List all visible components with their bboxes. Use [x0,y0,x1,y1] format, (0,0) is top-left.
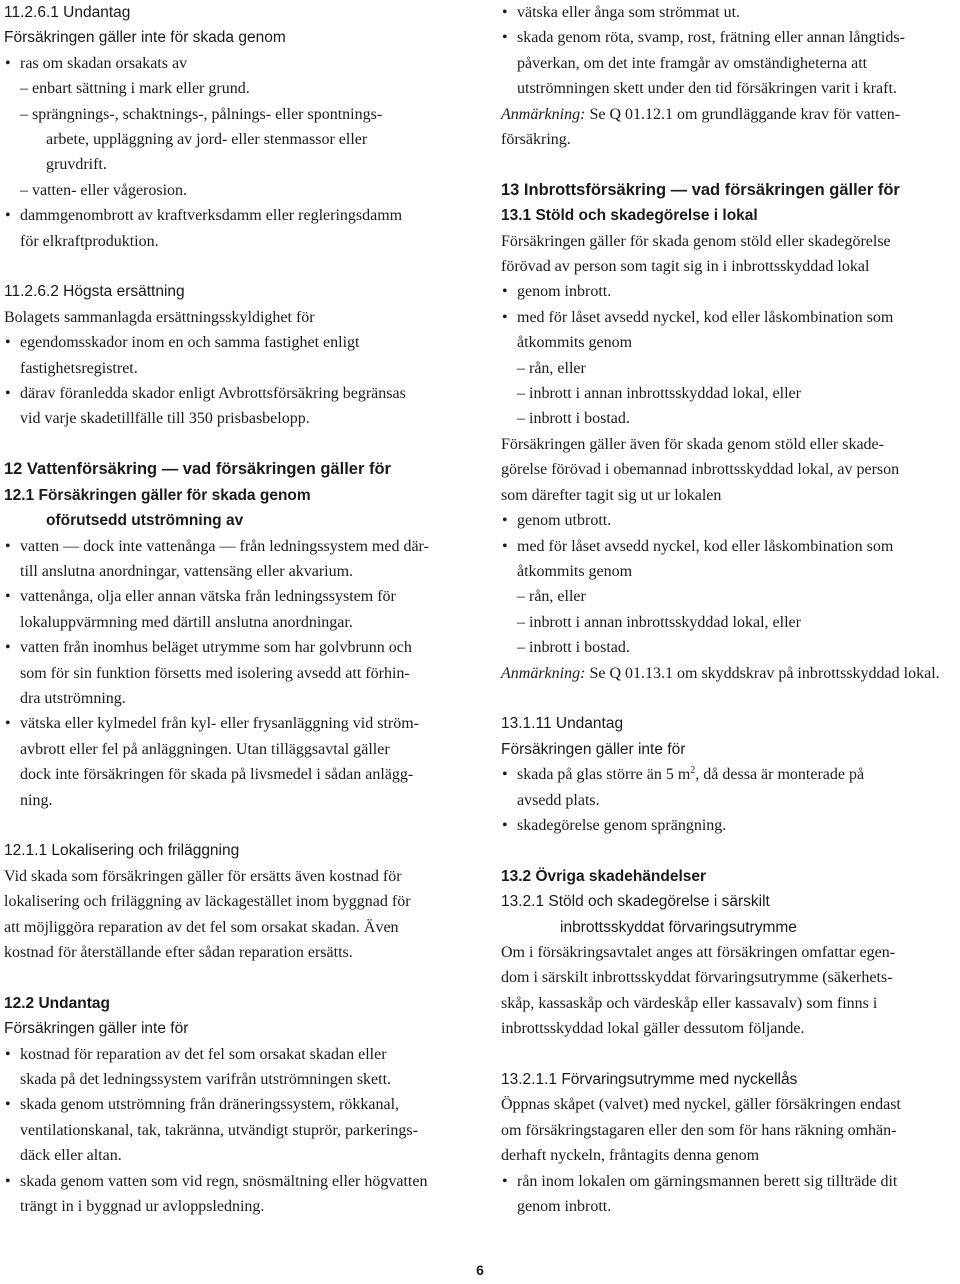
bullet-item: • genom utbrott. [501,508,960,533]
dash-item: – sprängnings-, schaktnings-, pålnings- eller spontnings- [20,105,383,123]
dash-item: – enbart sättning i mark eller grund. [20,80,250,98]
right-column [501,0,960,1219]
section-heading: 13.2.1 Stöld och skadegörelse i särskilt [501,893,770,911]
dash-item-cont: gruvdrift. [46,156,107,174]
paragraph-line: Vid skada som försäkringen gäller för ersätts även kostnad för [4,867,402,885]
bullet-item-cont: som för sin funktion försetts med isolering avsedd att förhin- [20,664,410,682]
bullet-item: • skada genom röta, svamp, rost, frätning eller annan långtids- [501,25,960,50]
subsection-heading: 12.2 Undantag [4,994,110,1012]
dash-item: – rån, eller [517,588,586,606]
bullet-item: • vatten — dock inte vattenånga — från ledningssystem med där- [4,534,460,559]
paragraph-line: Försäkringen gäller även för skada genom stöld eller skade- [501,435,884,453]
bullet-item-cont: dra utströmning. [20,689,126,707]
section-heading: 13.2.1.1 Förvaringsutrymme med nyckellås [501,1071,798,1088]
paragraph-line: görelse förövad i obemannad inbrottsskyddad lokal, av person [501,461,900,479]
bullet-item-cont: för elkraftproduktion. [20,232,159,250]
bullet-item-cont: lokaluppvärmning med därtill anslutna anordningar. [20,613,353,631]
bullet-item-cont: ventilationskanal, tak, takränna, utvändigt stuprör, parkerings- [20,1121,418,1139]
bullet-item: • rån inom lokalen om gärningsmannen berett sig tillträde dit [501,1169,960,1194]
bullet-item-cont: trängt in i byggnad ur avloppsledning. [20,1198,265,1216]
dash-item: – inbrott i bostad. [517,410,630,428]
note-cont: försäkring. [501,131,571,149]
bullet-item: • därav föranledda skador enligt Avbrottsförsäkring begränsas [4,381,460,406]
bullet-item: • egendomsskador inom en och samma fastighet enligt [4,330,460,355]
dash-item: – inbrott i bostad. [517,639,630,657]
paragraph-line: om försäkringstagaren eller den som för hans räkning omhän- [501,1121,897,1139]
bullet-item [501,762,960,787]
bullet-item: • skadegörelse genom sprängning. [501,813,960,838]
paragraph-line: förövad av person som tagit sig in i inbrottsskyddad lokal [501,258,870,276]
paragraph-line: skåp, kassaskåp och värdeskåp eller kassavalv) som finns i [501,994,878,1012]
subsection-heading: 13.1 Stöld och skadegörelse i lokal [501,207,758,225]
note-label: Anmärkning: [501,105,586,123]
bullet-item-cont: avbrott eller fel på anläggningen. Utan tilläggsavtal gäller [20,740,390,758]
bullet-item: • vätska eller ånga som strömmat ut. [501,0,960,25]
bullet-item: • skada genom utströmning från dräneringssystem, rökkanal, [4,1092,460,1117]
section-heading: 11.2.6.1 Undantag [4,4,131,21]
bullet-item-cont: till anslutna anordningar, vattensäng eller akvarium. [20,562,354,580]
bullet-item-cont: utströmningen skett under den tid försäkringen varit i kraft. [517,80,897,98]
subsection-heading: 12.1 Försäkringen gäller för skada genom [4,486,311,504]
left-column [4,0,460,1219]
section-heading: 11.2.6.2 Högsta ersättning [4,283,185,301]
bullet-item: • med för låset avsedd nyckel, kod eller låskombination som [501,534,960,559]
bullet-item-cont: åtkommits genom [517,334,633,352]
paragraph-line: Försäkringen gäller för skada genom stöld eller skadegörelse [501,232,891,250]
bullet-item-cont: skada på det ledningssystem varifrån utströmningen skett. [20,1071,392,1088]
dash-item: – rån, eller [517,359,586,377]
bullet-item-cont: påverkan, om det inte framgår av omständigheterna att [517,54,868,72]
paragraph-line: att möjliggöra reparation av det fel som orsakat skadan. Även [4,918,399,936]
paragraph-line: Om i försäkringsavtalet anges att försäkringen omfattar egen- [501,943,896,961]
paragraph: Försäkringen gäller inte för [501,740,686,758]
bullet-text: , då dessa är monterade på [695,766,865,784]
bullet-item: • dammgenombrott av kraftverksdamm eller regleringsdamm [4,203,460,228]
note-label: Anmärkning: [501,664,586,682]
bullet-item: • kostnad för reparation av det fel som orsakat skadan eller [4,1042,460,1067]
bullet-item-cont: ning. [20,791,53,809]
bullet-item-cont: genom inbrott. [517,1198,612,1216]
bullet-item: • skada genom vatten som vid regn, snösmältning eller högvatten [4,1169,460,1194]
page-number: 6 [476,1262,484,1278]
paragraph-line: kostnad för återställande efter sådan reparation ersätts. [4,943,353,961]
bullet-item-cont: vid varje skadetillfälle till 350 prisbasbelopp. [20,410,310,428]
note-text: Se Q 01.13.1 om skyddskrav på inbrottsskyddad lokal. [585,664,940,682]
paragraph-line: Öppnas skåpet (valvet) med nyckel, gäller försäkringen endast [501,1096,901,1114]
paragraph-line: derhaft nyckeln, fråntagits denna genom [501,1147,760,1165]
note [501,661,960,686]
bullet-item: • ras om skadan orsakats av [4,51,460,76]
bullet-item-cont: avsedd plats. [517,791,600,809]
paragraph-line: inbrottsskyddad lokal gäller dessutom följande. [501,1020,805,1038]
bullet-item-cont: åtkommits genom [517,562,633,580]
section-heading-cont: inbrottsskyddat förvaringsutrymme [560,918,797,936]
bullet-item-cont: dock inte försäkringen för skada på livsmedel i sådan anlägg- [20,766,414,784]
paragraph-line: dom i särskilt inbrottsskyddat förvaringsutrymme (säkerhets- [501,969,893,987]
bullet-text: skada på glas större än 5 m [517,766,691,784]
paragraph: Försäkringen gäller inte för [4,1020,189,1038]
chapter-heading: 12 Vattenförsäkring — vad försäkringen gäller för [4,460,391,479]
bullet-item: • vattenånga, olja eller annan vätska från ledningssystem för [4,584,460,609]
paragraph: Försäkringen gäller inte för skada genom [4,29,286,47]
note-text: Se Q 01.12.1 om grundläggande krav för vatten- [585,105,901,123]
note [501,102,960,127]
bullet-item: • genom inbrott. [501,279,960,304]
dash-item: – inbrott i annan inbrottsskyddad lokal, eller [517,385,801,403]
dash-item-cont: arbete, uppläggning av jord- eller stenmassor eller [46,131,368,149]
paragraph-line: lokalisering och friläggning av läckagestället inom byggnad för [4,893,411,911]
superscript: 2 [690,765,696,777]
subsection-heading-cont: oförutsedd utströmning av [46,512,244,530]
bullet-item: • med för låset avsedd nyckel, kod eller låskombination som [501,305,960,330]
chapter-heading: 13 Inbrottsförsäkring — vad försäkringen gäller för [501,180,900,199]
subsection-heading: 13.2 Övriga skadehändelser [501,867,707,885]
paragraph: Bolagets sammanlagda ersättningsskyldighet för [4,308,315,326]
section-heading: 12.1.1 Lokalisering och friläggning [4,842,240,860]
dash-item: – inbrott i annan inbrottsskyddad lokal, eller [517,613,801,631]
paragraph-line: som därefter tagit sig ut ur lokalen [501,486,722,504]
bullet-item: • vatten från inomhus beläget utrymme som har golvbrunn och [4,635,460,660]
bullet-item-cont: fastighetsregistret. [20,359,138,377]
bullet-item-cont: däck eller altan. [20,1147,122,1165]
section-heading: 13.1.11 Undantag [501,715,624,733]
dash-item: – vatten- eller vågerosion. [20,181,188,199]
bullet-item: • vätska eller kylmedel från kyl- eller frysanläggning vid ström- [4,711,460,736]
